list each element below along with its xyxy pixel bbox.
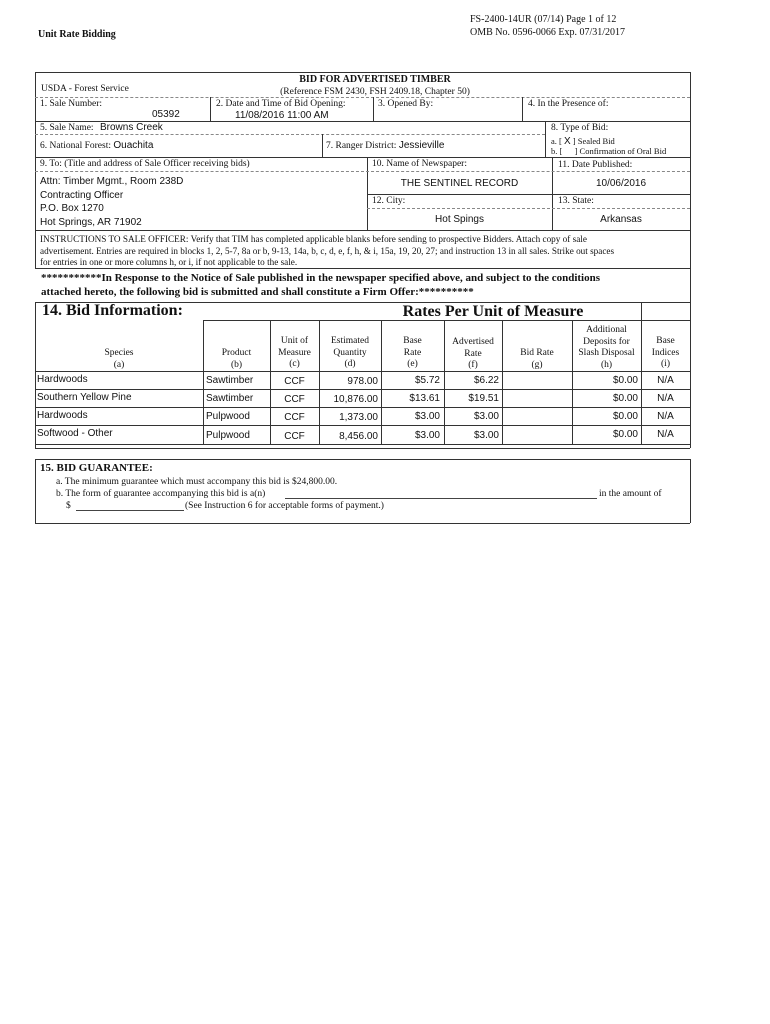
rates-title: Rates Per Unit of Measure [402, 303, 584, 320]
newspaper-label: 10. Name of Newspaper: [372, 159, 467, 169]
bid-opening-value[interactable]: 11/08/2016 11:00 AM [235, 110, 329, 121]
published-label: 11. Date Published: [558, 160, 633, 170]
slash-deposit-cell[interactable]: $0.00 [612, 375, 638, 386]
oral-bid-option[interactable]: b. [ ] Confirmation of Oral Bid [551, 146, 667, 156]
published-value[interactable]: 10/06/2016 [595, 178, 647, 189]
col-header-slash-disposal: Additional Deposits for Slash Disposal (h) [578, 325, 635, 370]
product-cell[interactable]: Pulpwood [206, 411, 250, 422]
to-label: 9. To: (Title and address of Sale Officer receiving bids) [40, 159, 250, 169]
firm-offer-notice: ***********In Response to the Notice of Sale published in the newspaper specified above, and subject to the conditions attached hereto, the following bid is submitted and shall constitute a Firm Offer:********** [41, 272, 601, 298]
quantity-cell[interactable]: 8,456.00 [339, 431, 378, 442]
type-of-bid-label: 8. Type of Bid: [551, 123, 609, 133]
unit-cell[interactable]: CCF [284, 431, 305, 442]
form-id: FS-2400-14UR (07/14) Page 1 of 12 [470, 14, 617, 25]
sale-name-value[interactable]: Browns Creek [100, 122, 163, 133]
agency: USDA - Forest Service [41, 84, 129, 94]
species-cell[interactable]: Hardwoods [37, 410, 88, 421]
guarantee-form-label: b. The form of guarantee accompanying this bid is a(n) [56, 489, 266, 499]
advertised-rate-cell[interactable]: $3.00 [473, 430, 499, 441]
ranger-field: 7. Ranger District: Jessieville [326, 140, 445, 151]
col-header-unit: Unit of Measure (c) [278, 336, 311, 369]
col-header-advertised-rate: Advertised Rate (f) [452, 337, 494, 370]
base-indices-cell[interactable]: N/A [657, 375, 674, 386]
sale-name-label: 5. Sale Name: [40, 123, 94, 133]
base-rate-cell[interactable]: $3.00 [414, 411, 440, 422]
slash-deposit-cell[interactable]: $0.00 [612, 411, 638, 422]
guarantee-title: 15. BID GUARANTEE: [40, 462, 153, 474]
city-label: 12. City: [372, 196, 406, 206]
product-cell[interactable]: Pulpwood [206, 430, 250, 441]
species-cell[interactable]: Hardwoods [37, 374, 88, 385]
base-indices-cell[interactable]: N/A [657, 429, 674, 440]
unit-cell[interactable]: CCF [284, 412, 305, 423]
base-rate-cell[interactable]: $5.72 [414, 375, 440, 386]
species-cell[interactable]: Softwood - Other [37, 428, 113, 439]
advertised-rate-cell[interactable]: $19.51 [468, 393, 499, 404]
quantity-cell[interactable]: 10,876.00 [333, 394, 378, 405]
base-indices-cell[interactable]: N/A [657, 411, 674, 422]
sale-number-value[interactable]: 05392 [152, 109, 180, 120]
product-cell[interactable]: Sawtimber [206, 375, 254, 386]
state-label: 13. State: [558, 196, 594, 206]
instructions-to-sale-officer: INSTRUCTIONS TO SALE OFFICER: Verify that TIM has completed applicable blanks before sending to prospective Bidders. Attach copy of sale advertisement. Entries are required in blocks 1, 2, 5-7, 8a or b, 9-13, 14a, b, c, d, e, f, h, & i, 15a, 19, 20, 27; and instruction 13 in all sales. Strike out spaces for entries in one or more columns h, or i, if not applicable to the sale. [40, 234, 615, 267]
base-rate-cell[interactable]: $13.61 [409, 393, 440, 404]
slash-deposit-cell[interactable]: $0.00 [612, 393, 638, 404]
form-reference: (Reference FSM 2430, FSH 2409.18, Chapter 50) [280, 87, 470, 97]
ranger-value[interactable]: Jessieville [398, 140, 445, 151]
omb-number: OMB No. 0596-0066 Exp. 07/31/2017 [470, 27, 625, 38]
unit-cell[interactable]: CCF [284, 376, 305, 387]
col-header-product: Product (b) [221, 348, 252, 370]
col-header-bid-rate: Bid Rate (g) [520, 348, 554, 370]
advertised-rate-cell[interactable]: $3.00 [473, 411, 499, 422]
newspaper-value[interactable]: THE SENTINEL RECORD [400, 178, 519, 189]
form-title: BID FOR ADVERTISED TIMBER [299, 74, 451, 85]
state-value[interactable]: Arkansas [600, 214, 642, 225]
minimum-guarantee: a. The minimum guarantee which must accompany this bid is $24,800.00. [56, 477, 338, 487]
forest-field: 6. National Forest: Ouachita [40, 140, 154, 151]
guarantee-amount-field[interactable] [76, 510, 184, 511]
product-cell[interactable]: Sawtimber [206, 393, 254, 404]
guarantee-amount-label: in the amount of [599, 489, 662, 499]
unit-cell[interactable]: CCF [284, 394, 305, 405]
col-header-base-indices: Base Indices (i) [651, 336, 680, 369]
guarantee-form-field[interactable] [285, 498, 597, 499]
advertised-rate-cell[interactable]: $6.22 [473, 375, 499, 386]
forest-value[interactable]: Ouachita [113, 140, 154, 151]
col-header-base-rate: Base Rate (e) [403, 336, 422, 369]
opened-by-label: 3. Opened By: [378, 99, 434, 109]
sealed-bid-check[interactable]: X [563, 136, 571, 147]
quantity-cell[interactable]: 978.00 [347, 376, 378, 387]
base-rate-cell[interactable]: $3.00 [414, 430, 440, 441]
bid-info-title: 14. Bid Information: [42, 302, 183, 319]
sale-number-label: 1. Sale Number: [40, 99, 103, 109]
base-indices-cell[interactable]: N/A [657, 393, 674, 404]
species-cell[interactable]: Southern Yellow Pine [37, 392, 132, 403]
col-header-species: Species (a) [104, 348, 134, 370]
quantity-cell[interactable]: 1,373.00 [339, 412, 378, 423]
slash-deposit-cell[interactable]: $0.00 [612, 429, 638, 440]
sealed-bid-option[interactable]: a. [ X ] Sealed Bid [551, 136, 615, 147]
dollar-sign: $ [66, 501, 71, 511]
city-value[interactable]: Hot Spings [435, 214, 484, 225]
payment-forms-note: (See Instruction 6 for acceptable forms of payment.) [185, 501, 384, 511]
presence-label: 4. In the Presence of: [528, 99, 609, 109]
bid-opening-label: 2. Date and Time of Bid Opening: [216, 99, 346, 109]
sale-officer-address[interactable]: Attn: Timber Mgmt., Room 238D Contracting Officer P.O. Box 1270 Hot Springs, AR 71902 [40, 176, 184, 228]
form-type-label: Unit Rate Bidding [38, 29, 116, 40]
col-header-quantity: Estimated Quantity (d) [331, 336, 369, 369]
